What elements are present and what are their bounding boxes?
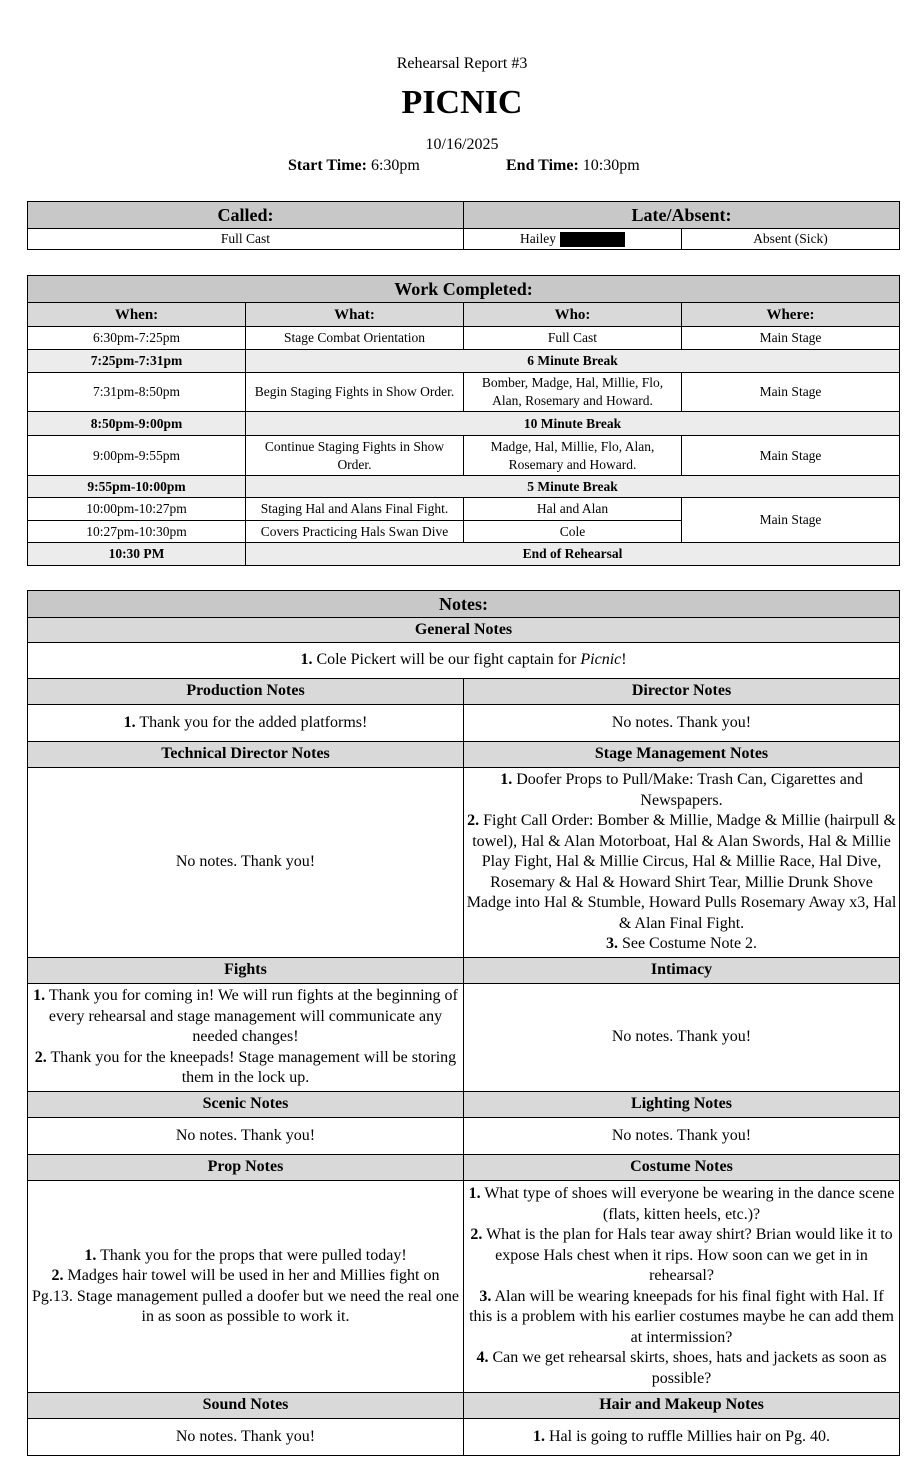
col-when: When: (28, 303, 246, 327)
technical-director-notes-text: No notes. Thank you! (28, 768, 464, 958)
end-row (28, 543, 900, 566)
break-label: 5 Minute Break (246, 476, 900, 498)
row-what: Staging Hal and Alans Final Fight. (246, 498, 464, 521)
production-note-1: 1. Thank you for the added platforms! (28, 705, 464, 742)
row-where: Main Stage (682, 498, 900, 543)
start-time: Start Time: 6:30pm (288, 157, 420, 174)
lighting-notes-header: Lighting Notes (464, 1092, 900, 1118)
row-what: Covers Practicing Hals Swan Dive (246, 521, 464, 543)
row-when: 7:31pm-8:50pm (28, 373, 246, 412)
scenic-notes-header: Scenic Notes (28, 1092, 464, 1118)
general-notes-header: General Notes (28, 618, 900, 643)
table-row (28, 327, 900, 350)
row-what: Continue Staging Fights in Show Order. (246, 436, 464, 476)
end-when: 10:30 PM (28, 543, 246, 566)
break-row (28, 412, 900, 436)
intimacy-header: Intimacy (464, 958, 900, 984)
report-date: 10/16/2025 (425, 136, 499, 153)
hair-makeup-note-1: 1. Hal is going to ruffle Millies hair on Pg. 40. (464, 1419, 900, 1456)
row-when: 10:27pm-10:30pm (28, 521, 246, 543)
fights-notes: 1. Thank you for coming in! We will run fights at the beginning of every rehearsal and stage management will communicate any needed changes! 2. Thank you for the kneepads! Stage management will be storing them in the lock up. (28, 984, 464, 1092)
row-where: Main Stage (682, 373, 900, 412)
row-who: Full Cast (464, 327, 682, 350)
break-row (28, 476, 900, 498)
end-label: End of Rehearsal (246, 543, 900, 566)
intimacy-notes-text: No notes. Thank you! (464, 984, 900, 1092)
row-who: Madge, Hal, Millie, Flo, Alan, Rosemary and Howard. (464, 436, 682, 476)
stage-management-notes-header: Stage Management Notes (464, 742, 900, 768)
lighting-notes-text: No notes. Thank you! (464, 1118, 900, 1155)
scenic-notes-text: No notes. Thank you! (28, 1118, 464, 1155)
col-what: What: (246, 303, 464, 327)
technical-director-notes-header: Technical Director Notes (28, 742, 464, 768)
row-who: Cole (464, 521, 682, 543)
sound-notes-header: Sound Notes (28, 1393, 464, 1419)
work-completed-table (27, 275, 900, 566)
director-notes-text: No notes. Thank you! (464, 705, 900, 742)
prop-notes-header: Prop Notes (28, 1155, 464, 1181)
called-table (27, 201, 900, 250)
row-what: Stage Combat Orientation (246, 327, 464, 350)
late-absent-header: Late/Absent: (464, 202, 900, 229)
row-when: 6:30pm-7:25pm (28, 327, 246, 350)
fights-header: Fights (28, 958, 464, 984)
general-note-1: 1. Cole Pickert will be our fight captain for Picnic! (28, 643, 900, 679)
notes-table (27, 590, 900, 1456)
break-row (28, 350, 900, 373)
director-notes-header: Director Notes (464, 679, 900, 705)
costume-notes: 1. What type of shoes will everyone be wearing in the dance scene (flats, kitten heels, etc.)? 2. What is the plan for Hals tear away shirt? Brian would like it to expose Hals chest when it rips. How soon can we get in in rehearsal? 3. Alan will be wearing kneepads for his final fight with Hal. If this is a problem with his earlier costumes maybe he can add them at intermission? 4. Can we get rehearsal skirts, shoes, hats and jackets as soon as possible? (464, 1181, 900, 1393)
production-notes-header: Production Notes (28, 679, 464, 705)
late-status: Absent (Sick) (682, 229, 900, 250)
row-where: Main Stage (682, 327, 900, 350)
report-number: Rehearsal Report #3 (396, 55, 528, 72)
called-header: Called: (28, 202, 464, 229)
page-title: PICNIC (401, 84, 523, 121)
table-row (28, 436, 900, 476)
redaction-bar (560, 232, 625, 247)
work-header: Work Completed: (28, 276, 900, 303)
break-label: 10 Minute Break (246, 412, 900, 436)
notes-header: Notes: (28, 591, 900, 618)
end-time: End Time: 10:30pm (506, 157, 640, 174)
called-value: Full Cast (28, 229, 464, 250)
sound-notes-text: No notes. Thank you! (28, 1419, 464, 1456)
col-where: Where: (682, 303, 900, 327)
table-row (28, 373, 900, 412)
row-who: Hal and Alan (464, 498, 682, 521)
late-name: Hailey (520, 231, 556, 246)
table-row (28, 498, 900, 521)
row-what: Begin Staging Fights in Show Order. (246, 373, 464, 412)
row-where: Main Stage (682, 436, 900, 476)
row-when: 9:00pm-9:55pm (28, 436, 246, 476)
prop-notes: 1. Thank you for the props that were pulled today! 2. Madges hair towel will be used in her and Millies fight on Pg.13. Stage management pulled a doofer but we need the real one in as soon as possible to work it. (28, 1181, 464, 1393)
break-label: 6 Minute Break (246, 350, 900, 373)
col-who: Who: (464, 303, 682, 327)
hair-makeup-notes-header: Hair and Makeup Notes (464, 1393, 900, 1419)
break-when: 9:55pm-10:00pm (28, 476, 246, 498)
stage-management-notes: 1. Doofer Props to Pull/Make: Trash Can, Cigarettes and Newspapers. 2. Fight Call Order: Bomber & Millie, Madge & Millie (hairpull & towel), Hal & Alan Motorboat, Hal & Alan Swords, Hal & Millie Play Fight, Hal & Millie Circus, Hal & Millie Race, Hal Dive, Rosemary & Hal & Howard Shirt Tear, Millie Drunk Shove Madge into Hal & Stumble, Howard Pulls Rosemary Away x3, Hal & Alan Final Fight. 3. See Costume Note 2. (464, 768, 900, 958)
row-who: Bomber, Madge, Hal, Millie, Flo, Alan, Rosemary and Howard. (464, 373, 682, 412)
late-name-cell (464, 229, 682, 250)
row-when: 10:00pm-10:27pm (28, 498, 246, 521)
costume-notes-header: Costume Notes (464, 1155, 900, 1181)
break-when: 7:25pm-7:31pm (28, 350, 246, 373)
break-when: 8:50pm-9:00pm (28, 412, 246, 436)
